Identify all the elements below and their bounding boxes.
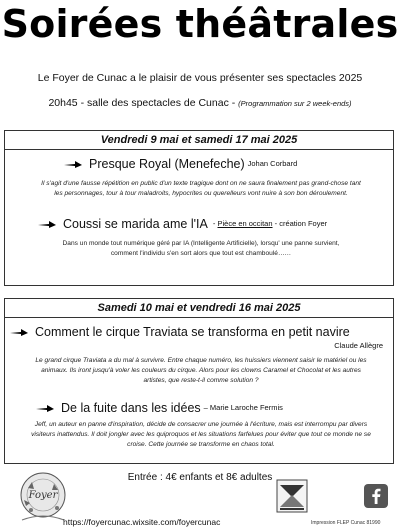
intro-line: Le Foyer de Cunac a le plaisir de vous présenter ses spectacles 2025 xyxy=(37,72,363,84)
description-line: Dans un monde tout numérique géré par IA (Intelligente Artificielle), lorsqu' une panne survient, xyxy=(62,240,340,247)
schedule-line xyxy=(0,97,400,109)
arrow-right-icon xyxy=(63,159,83,169)
description-line: animaux. Ils iront jusqu'à voler les couleurs du cirque. Alors pour les clowns Caramel et Chocolat et les autres xyxy=(41,367,361,374)
foyer-logo xyxy=(18,470,68,526)
play-author: – Marie Laroche Fermis xyxy=(203,403,283,413)
arrow-right-icon xyxy=(9,327,29,337)
logo-text: Foyer xyxy=(28,490,58,501)
play-fuite-idees xyxy=(35,399,400,417)
play-presque-royal xyxy=(63,155,400,173)
play-author: - Pièce en occitan - création Foyer xyxy=(210,219,328,229)
schedule-text: 20h45 - salle des spectacles de Cunac - xyxy=(48,97,239,109)
play-description xyxy=(25,179,377,199)
flep-emblem-icon xyxy=(276,479,308,513)
play-title: Comment le cirque Traviata se transforma en petit navire xyxy=(35,324,350,339)
play-cirque-traviata xyxy=(9,323,397,341)
facebook-icon[interactable] xyxy=(364,484,388,508)
print-credit: Impression FLEP Cunac 81990 xyxy=(311,520,381,526)
program-week-1 xyxy=(4,130,394,286)
arrow-right-icon xyxy=(35,403,55,413)
arrow-right-icon xyxy=(37,219,57,229)
description-line: croise. Cette journée se transforme en chaos total. xyxy=(127,441,275,448)
description-line: visiteurs inattendus. Il doit jongler avec les quiproquos et les situations farfelues pour éviter que tout ce monde ne se xyxy=(31,431,371,438)
description-line: Il s'agit d'une fausse répétition en public d'un texte tragique dont on ne saura finalement pas grand-chose tant xyxy=(41,180,361,187)
poster-title: Soirées théâtrales xyxy=(1,2,399,46)
play-description xyxy=(25,356,377,386)
schedule-note: (Programmation sur 2 week-ends) xyxy=(238,99,352,108)
description-line: comment l'individu s'en sort alors que tout est chamboulé…… xyxy=(110,250,292,257)
website-link[interactable]: https://foyercunac.wixsite.com/foyercunac xyxy=(63,517,221,527)
play-title: Coussi se marida ame l'IA xyxy=(63,216,208,231)
entry-price: Entrée : 4€ enfants et 8€ adultes xyxy=(127,472,273,483)
week-2-dates: Samedi 10 mai et vendredi 16 mai 2025 xyxy=(5,299,393,318)
program-week-2 xyxy=(4,298,394,464)
play-title: Presque Royal (Menefeche) xyxy=(89,156,245,171)
description-line: les personnages, tour à tour maladroits, hypocrites ou querelleurs vont nuire à son bon déroulement. xyxy=(54,190,348,197)
description-line: Le grand cirque Traviata a du mal à survivre. Entre chaque numéro, les huissiers viennent saisir le matériel ou les xyxy=(35,357,367,364)
play-coussi xyxy=(37,215,400,233)
play-author: Claude Allègre xyxy=(334,341,383,350)
play-author: Johan Corbard xyxy=(247,159,298,169)
play-title: De la fuite dans les idées xyxy=(61,400,201,415)
play-description xyxy=(25,239,377,259)
play-description xyxy=(25,420,377,450)
description-line: artistes, que reste-t-il comme solution ? xyxy=(143,377,259,384)
week-1-dates: Vendredi 9 mai et samedi 17 mai 2025 xyxy=(5,131,393,150)
description-line: Jeff, un auteur en panne d'inspiration, décide de consacrer une journée à l'écriture, mais est interrompu par divers xyxy=(34,421,368,428)
